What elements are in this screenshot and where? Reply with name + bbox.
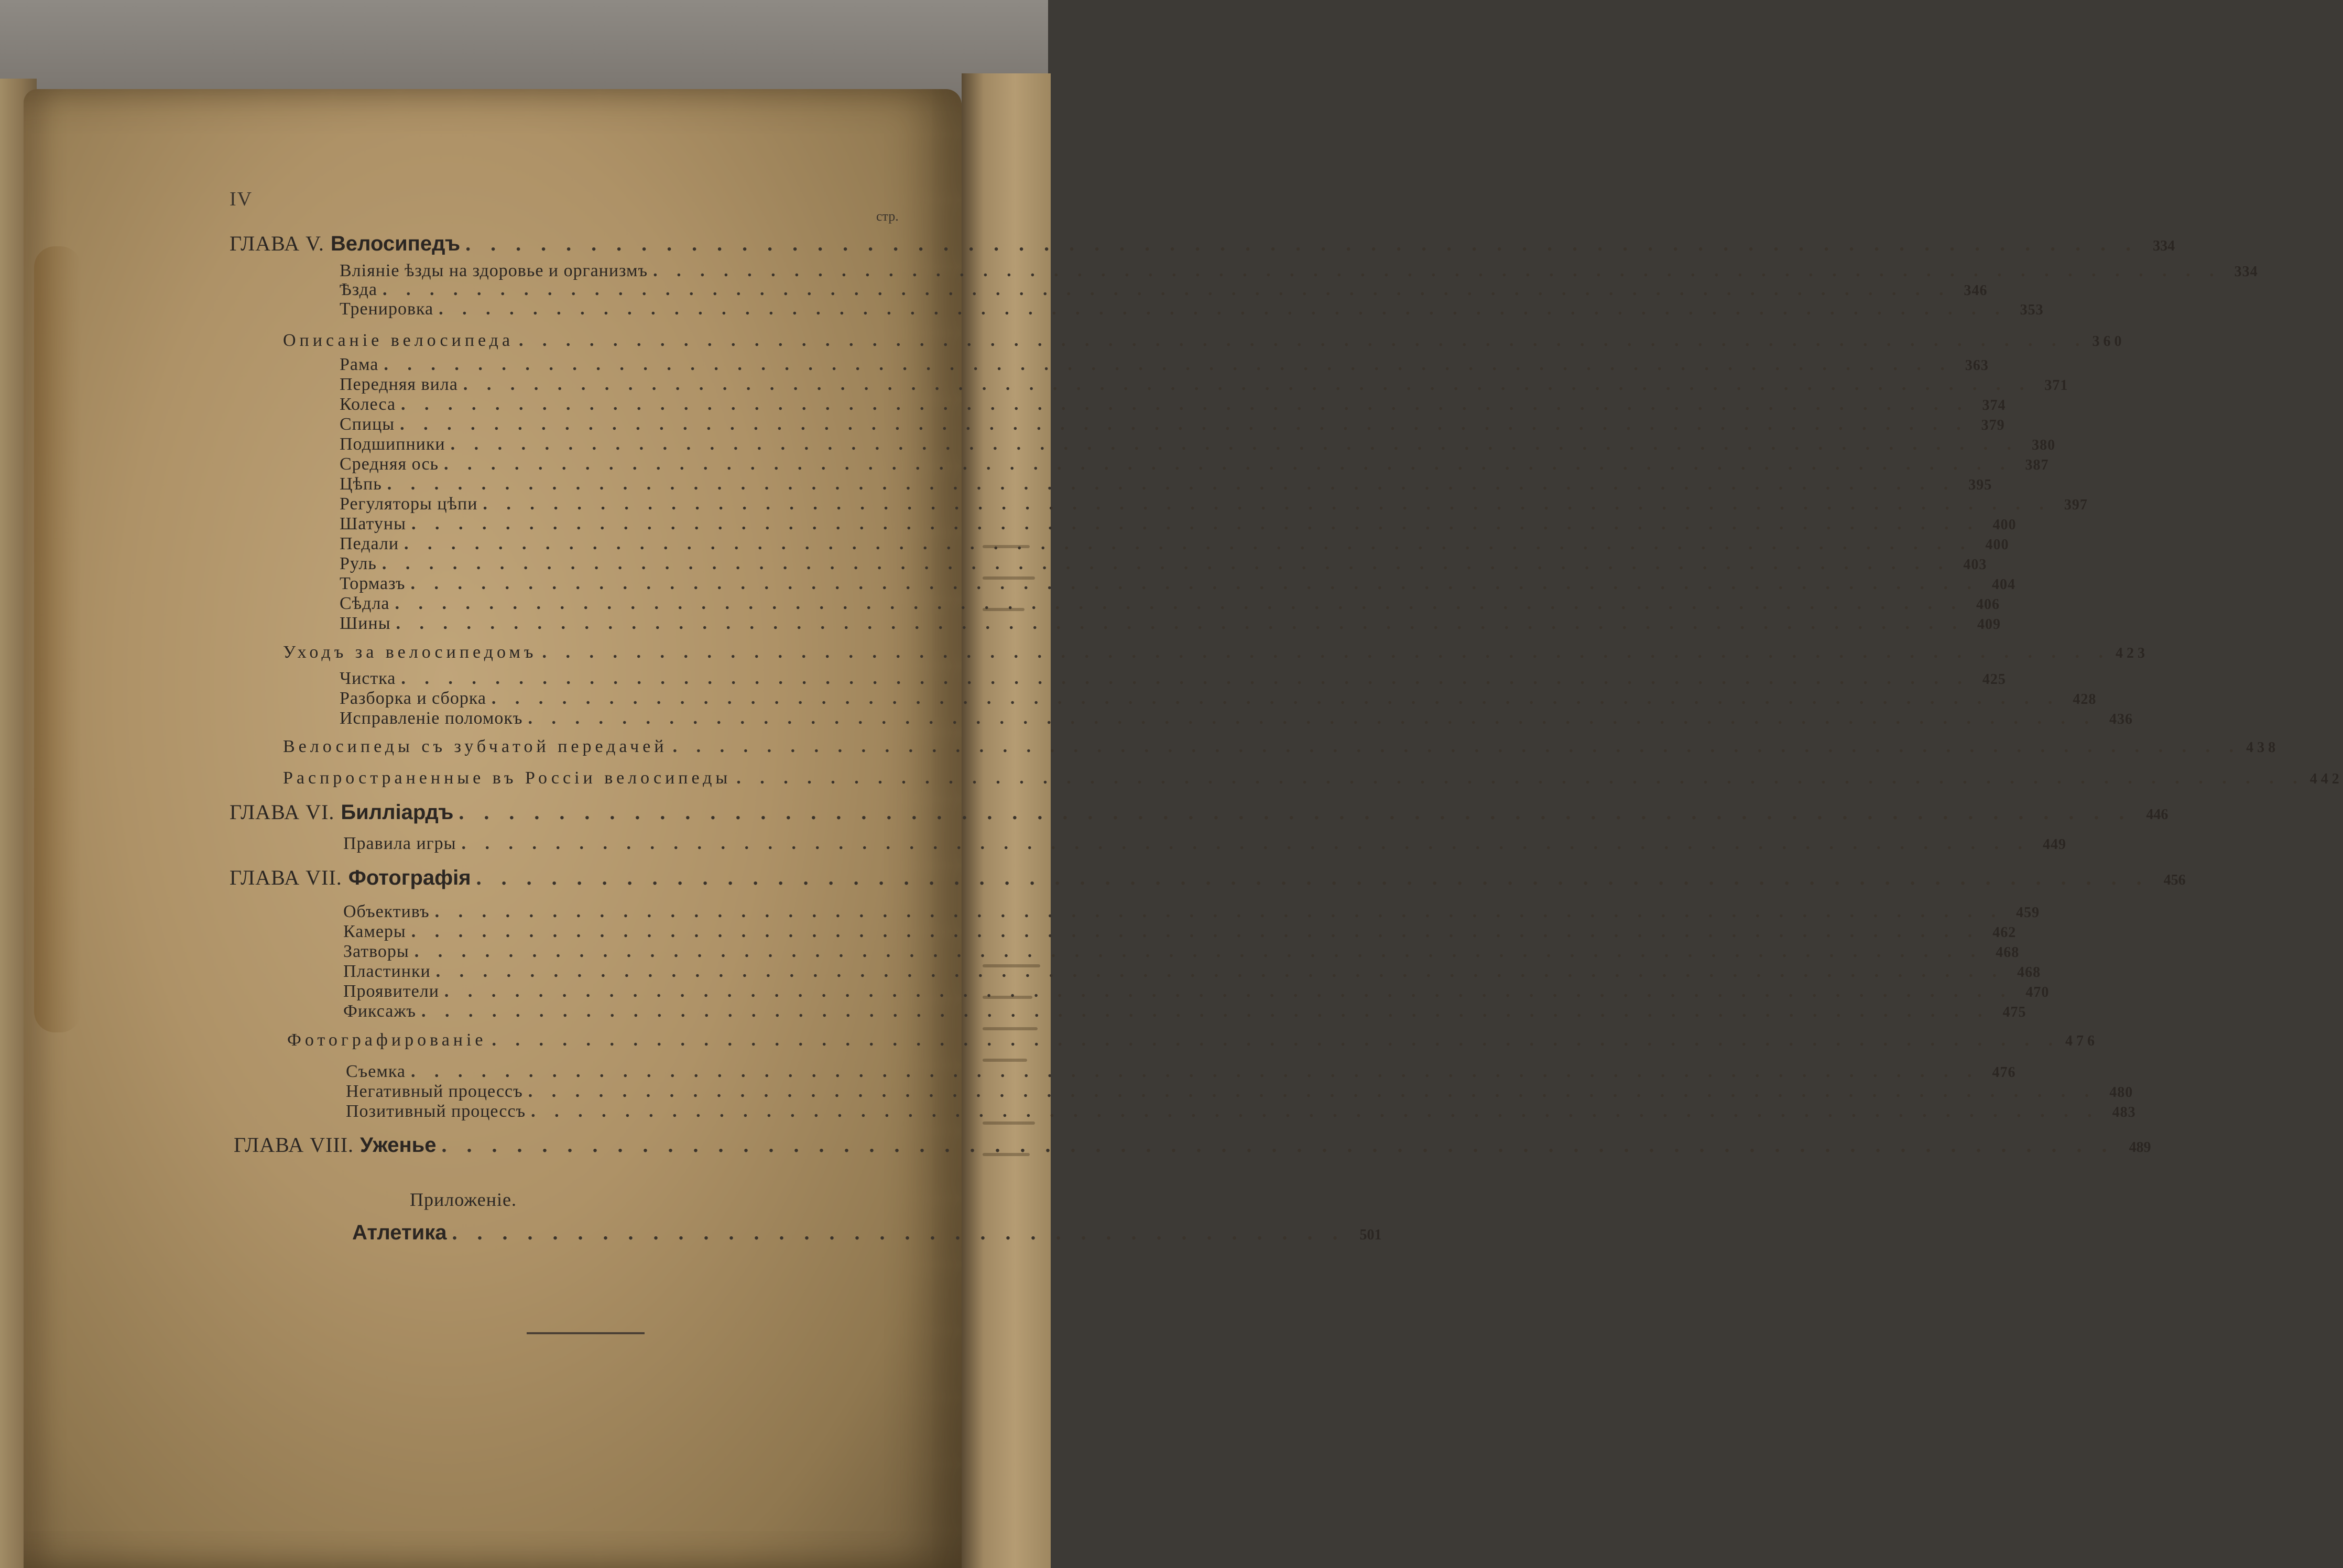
leader-dots: . . . . . . . . . . . . . . . . . . . . . . . . . . . . . . . . . . . . . . . . . . . . . . . . . . . . . . . . . . . . . . . . . . . xyxy=(519,331,2087,350)
leader-dots: . . . . . . . . . . . . . . . . . . . . . . . . . . . . . . . . . . . . . . . . . . . . . . . . . . . . . . . . . . . . . . . . . . . xyxy=(491,689,2060,708)
leader-dots: . . . . . . . . . . . . . . . . . . . . . . . . . . . . . . . . . . . . . . . . . . . . . . . . . . . . . . . . . . . . . . . . . . . xyxy=(383,280,1951,299)
leader-dots: . . . . . . . . . . . . . . . . . . . . . . . . . . . . . . . . . . . . . . . . . . . . . . . . . . . . . . . . . . . . . . . . . . . xyxy=(542,643,2110,662)
toc-item xyxy=(340,708,2133,730)
leader-dots: . . . . . . . . . . . . . . . . . . . . . . . . . . . . . . . . . . . . . . . . . . . . . . . . . . . . . . . . . . . . . . . . . . . xyxy=(382,554,1950,573)
leader-dots: . . . . . . . . . . . . . . . . . . . . . . . . . . . . . . . . . . . . . . . . . . . . . . . . . . . . . . . . . . . . . . . . . . . xyxy=(465,232,2139,255)
item-label: Руль xyxy=(340,554,377,573)
leader-dots: . . . . . . . . . . . . . . . . . . . . . . . . . . . . . . . . . . . . . . . . . . . . . . . . . . . . . . . . . . . . . . . . . . . xyxy=(483,494,2051,514)
toc-item xyxy=(343,921,2017,943)
toc-page-number: 449 xyxy=(2042,836,2066,853)
toc-item xyxy=(340,573,2016,595)
toc-page-number: 397 xyxy=(2064,497,2088,513)
leader-dots: . . . . . . . . . . . . . . . . . . . . . . . . . . . . . . . . . . . . . . . . . . . . . . . . . . . . . . . . . . . . . . . . . . . xyxy=(410,574,1979,593)
toc-item xyxy=(340,354,1989,376)
item-label: Объективъ xyxy=(343,902,430,921)
toc-page-number: 468 xyxy=(2017,964,2041,981)
leader-dots: . . . . . . . . . . . . . . . . . . . . . . . . . . . . . . . . . . . . . . . . . . . . . . . . . . . . . . . . . . . . . . . . . . . xyxy=(401,395,1969,414)
chapter-title: Билліардъ xyxy=(341,801,454,824)
toc-page-number: 380 xyxy=(2032,437,2056,453)
toc-item xyxy=(343,901,2040,923)
toc-item xyxy=(340,454,2049,476)
toc-item xyxy=(340,434,2056,456)
toc-item xyxy=(343,941,2020,963)
toc-item xyxy=(340,514,2017,536)
toc-item xyxy=(340,414,2005,436)
item-label: Съемка xyxy=(346,1062,406,1081)
section-label: Велосипеды съ зубчатой передачей xyxy=(283,737,668,756)
toc-section xyxy=(283,736,2280,758)
appendix-entry-title: Атлетика xyxy=(352,1221,447,1244)
toc-page-number: 470 xyxy=(2025,984,2050,1000)
page-number: IV xyxy=(230,188,253,210)
toc-section xyxy=(283,330,2126,352)
toc-item xyxy=(346,1061,2016,1083)
toc-page-number: 489 xyxy=(2129,1139,2151,1156)
item-label: Фиксажъ xyxy=(343,1001,416,1021)
toc-chapter xyxy=(234,1133,2151,1158)
item-label: Тормазъ xyxy=(340,574,406,593)
chapter-prefix: ГЛАВА VIII. xyxy=(234,1133,354,1157)
leader-dots: . . . . . . . . . . . . . . . . . . . . . . . . . . . . . . . . . . . . . . . . . . . . . . . . . . . . . . . . . . . . . . . . . . . xyxy=(444,982,2013,1001)
chapter-prefix: ГЛАВА V. xyxy=(230,232,324,255)
leader-dots: . . . . . . . . . . . . . . . . . . . . . . . . . . . . . . . . . . . . . . . . . . . . . . . . . . . . . . . . . . . . . . . . . . . xyxy=(411,922,1980,941)
leader-dots: . . . . . . . . . . . . . . . . . . . . . . . . . . . . . . . . . . . . . . . . . . . . . . . . . . . . . . . . . . . . . . . . . . . xyxy=(401,669,1969,688)
item-label: Негативный процессъ xyxy=(346,1082,523,1101)
leader-dots: . . . . . . . . . . . . . . . . . . . . . . . . . . . . . . . . . . . . . . . . . . . . . . . . . . . . . . . . . . . . . . . . . . . xyxy=(441,1133,2115,1157)
item-label: Цѣпь xyxy=(340,474,382,494)
appendix-heading: Приложеніе. xyxy=(410,1189,517,1210)
leader-dots: . . . . . . . . . . . . . . . . . . . . . . . . . . . . . . . . . . . . . . . . . . . . . . . . . . . . . . . . . . . . . . . . . . . xyxy=(404,534,1973,553)
section-label: Фотографированіе xyxy=(287,1030,487,1050)
leader-dots: . . . . . . . . . . . . . . . . . . . . . . . . . . . . . . . . . . . . . . . . . . . . . . . . . . . . . . . . . . . . . . . . . . . xyxy=(400,415,1968,434)
toc-page-number: 400 xyxy=(1992,517,2017,533)
toc-page-number: 476 xyxy=(1992,1064,2016,1081)
appendix-entry xyxy=(352,1221,1382,1246)
item-label: Правила игры xyxy=(343,834,456,853)
toc-page-number: 409 xyxy=(1977,616,2001,633)
toc-section xyxy=(287,1030,2099,1052)
item-label: Проявители xyxy=(343,982,439,1001)
toc-page-number: 436 xyxy=(2109,711,2133,727)
toc-page-number: 456 xyxy=(2163,872,2186,888)
leader-dots: . . . . . . . . . . . . . . . . . . . . . . . . . . . . . . . . . . . . . . . . . . . . . . . . . . . . . . . . . . . . . . . . . . . xyxy=(435,962,2004,981)
leader-dots: . . . . . . . . . . . . . . . . . . . . . . . . . . . . . . . . . . . . . . . . . . . . . . . . . . . . . . . . . . . . . . . . . . . xyxy=(531,1102,2099,1121)
toc-item xyxy=(343,981,2050,1003)
chapter-title: Уженье xyxy=(360,1134,437,1157)
item-label: Подшипники xyxy=(340,434,445,454)
leader-dots: . . . . . . . . . . . . . . . . . . . . . . . . . . . . . . . . . . . . . . . . . . . . . . . . . . . . . . . . . . . . . . . . . . . xyxy=(672,737,2241,756)
toc-page-number: 374 xyxy=(1982,397,2006,413)
item-label: Позитивный процессъ xyxy=(346,1102,526,1121)
toc-page-number: 483 xyxy=(2112,1104,2136,1120)
toc-page-number: 428 xyxy=(2073,691,2097,707)
toc-page-number: 425 xyxy=(1982,671,2006,688)
item-label: Разборка и сборка xyxy=(340,689,486,708)
leader-dots: . . . . . . . . . . . . . . . . . . . . . . . . . . . . . . . . . . . . . . . . . . . . . . . . . . . . . . . . . . . . . . . . . . . xyxy=(459,800,2132,824)
chapter-title: Велосипедъ xyxy=(330,232,461,255)
item-label: Тренировка xyxy=(340,299,434,319)
toc-page-number: 476 xyxy=(2065,1033,2099,1049)
toc-page-number: 334 xyxy=(2234,264,2258,280)
item-label: Вліяніе ѣзды на здоровье и организмъ xyxy=(340,261,648,280)
item-label: Пластинки xyxy=(343,962,431,981)
section-label: Распространенные въ Россіи велосипеды xyxy=(283,768,732,788)
section-label: Описаніе велосипеда xyxy=(283,331,514,350)
leader-dots: . . . . . . . . . . . . . . . . . . . . . . . . . . . . . . . . . . . . . . . . . . . . . . . . . . . . . . . . . . . . . . . . . . . xyxy=(439,299,2007,319)
item-label: Рама xyxy=(340,355,379,374)
toc-page-number: 363 xyxy=(1965,357,1989,374)
appendix-entry-page: 501 xyxy=(1359,1227,1382,1243)
item-label: Педали xyxy=(340,534,399,553)
toc-page-number: 423 xyxy=(2115,645,2149,661)
page-column-label: стр. xyxy=(876,209,899,224)
toc-page-number: 400 xyxy=(1985,537,2009,553)
section-label: Уходъ за велосипедомъ xyxy=(283,643,537,662)
chapter-prefix: ГЛАВА VII. xyxy=(230,866,342,889)
toc-item xyxy=(340,688,2097,710)
toc-item xyxy=(340,593,2000,615)
toc-page-number: 475 xyxy=(2002,1004,2026,1020)
leader-dots: . . . . . . . . . . . . . . . . . . . . . . . . . . . . . . . . . . . . . . . . . . . . . . . . . . . . . . . . . . . . . . . . . . . xyxy=(463,375,2032,394)
toc-page-number: 404 xyxy=(1992,576,2016,593)
toc-page-number: 334 xyxy=(2153,238,2175,254)
leader-dots: . . . . . . . . . . . . . . . . . . . . . . . . . . . . . . . . . . . . . . . . . . . . . . . . . . . . . . . . . . . . . . . . . . . xyxy=(396,614,1965,633)
toc-item xyxy=(340,668,2006,690)
toc-item xyxy=(346,1081,2133,1103)
leader-dots: . . . . . . . . . . . . . . . . . . . . . . . . . . . . . . . . . . . . . . . . . . . . . . . . . . . . . . . . . . . . . . . . . . . xyxy=(476,866,2149,889)
toc-item xyxy=(340,474,1992,496)
toc-page-number: 346 xyxy=(1964,282,1988,299)
toc-page-number: 438 xyxy=(2246,739,2280,756)
toc-item xyxy=(343,833,2066,855)
toc-item xyxy=(340,394,2006,416)
leader-dots: . . . . . . . . . . . . . . . . . . . . . . . . . . . . . . . . . . . . . . . . . . . . . . . . . . . . . . . . . . . . . . . . . . . xyxy=(653,261,2221,280)
leader-dots: . . . . . . . . . . . . . . . . . . . . . . . . . . . . . . . . . . . . . . . . . . . . . . . . . . . . . . . . . . . . . . . . . . . xyxy=(450,434,2019,454)
item-label: Шины xyxy=(340,614,391,633)
toc-page-number: 403 xyxy=(1963,557,1987,573)
leader-dots: . . . . . . . . . . . . . . . . . . . . . . . . . . . . . . . . . . . . . . . . . . . . . . . . . . . . . . . . . . . . . . . . . . . xyxy=(414,942,1983,961)
toc-item xyxy=(340,374,2068,396)
toc-chapter xyxy=(230,800,2168,825)
item-label: Передняя вила xyxy=(340,375,458,394)
toc-section xyxy=(283,768,2343,790)
toc-page-number: 446 xyxy=(2146,807,2168,823)
toc-page-number: 353 xyxy=(2020,302,2044,318)
leader-dots: . . . . . . . . . . . . . . . . . . . . . . . . . . . . . . . . . . . . . . . . . . . . . . . . . . . . . . . . . . . . . . . . . . . xyxy=(528,1082,2097,1101)
leader-dots: . . . . . . . . . . . . . . . . . . . . . . . . . . . . . . . . . . . . . . . . . . . . . . . . . . . . . . . . . . . . . . . . . . . xyxy=(387,474,1956,494)
toc-item xyxy=(343,1001,2026,1023)
toc-chapter xyxy=(230,232,2175,257)
toc-item xyxy=(340,533,2009,556)
toc-page-number: 371 xyxy=(2044,377,2068,394)
item-label: Шатуны xyxy=(340,514,406,533)
leader-dots: . . . . . . . . . . . . . . . . . . . . . . . . . . . . . . . . . . . . . . . . . . . . . . . . . . . . . . . . . . . . . . . . . . . xyxy=(461,834,2030,853)
toc-item xyxy=(340,613,2001,635)
leader-dots: . . . . . . . . . . . . . . . . . . . . . . . . . . . . . . . . . . . . . . . . . . . . . . . . . . . . . . . . . . . . . . . . . . . xyxy=(528,709,2097,728)
leader-dots: . . . . . . . . . . . . . . . . . . . . . . . . . . . . . . . . . . . . . . . . . . . . . . . . . . . . . . . . . . . . . . . . . . . xyxy=(434,902,2003,921)
leader-dots: . . . . . . . . . . . . . . . . . . . . . . . . . . . . . . . . . . . . . . . . . . . . . . . . . . . . . . . . . . . . . . . . . . . xyxy=(410,1062,1979,1081)
item-label: Камеры xyxy=(343,922,406,941)
leader-dots: . . . . . . . . . . . . . . . . . . . . . . . . . . . . . . . . . . . . xyxy=(452,1221,1345,1244)
chapter-prefix: ГЛАВА VI. xyxy=(230,800,335,824)
item-label: Сѣдла xyxy=(340,594,390,613)
leader-dots: . . . . . . . . . . . . . . . . . . . . . . . . . . . . . . . . . . . . . . . . . . . . . . . . . . . . . . . . . . . . . . . . . . . xyxy=(411,514,1980,533)
item-label: Средняя ось xyxy=(340,454,439,474)
item-label: Затворы xyxy=(343,942,409,961)
toc-item xyxy=(343,961,2041,983)
chapter-title: Фотографія xyxy=(348,866,471,889)
leader-dots: . . . . . . . . . . . . . . . . . . . . . . . . . . . . . . . . . . . . . . . . . . . . . . . . . . . . . . . . . . . . . . . . . . . xyxy=(421,1001,1990,1021)
item-label: Регуляторы цѣпи xyxy=(340,494,478,514)
toc-item xyxy=(340,494,2088,516)
toc-section xyxy=(283,642,2149,664)
leader-dots: . . . . . . . . . . . . . . . . . . . . . . . . . . . . . . . . . . . . . . . . . . . . . . . . . . . . . . . . . . . . . . . . . . . xyxy=(492,1030,2061,1050)
toc-page-number: 387 xyxy=(2025,457,2049,473)
item-label: Спицы xyxy=(340,415,395,434)
toc-item xyxy=(346,1101,2136,1123)
toc-item xyxy=(340,553,1987,575)
leader-dots: . . . . . . . . . . . . . . . . . . . . . . . . . . . . . . . . . . . . . . . . . . . . . . . . . . . . . . . . . . . . . . . . . . . xyxy=(444,454,2012,474)
leader-dots: . . . . . . . . . . . . . . . . . . . . . . . . . . . . . . . . . . . . . . . . . . . . . . . . . . . . . . . . . . . . . . . . . . . xyxy=(736,768,2305,788)
item-label: Чистка xyxy=(340,669,396,688)
toc-item xyxy=(340,299,2044,321)
toc-page-number: 442 xyxy=(2309,771,2343,787)
toc-page-number: 395 xyxy=(1968,477,1992,493)
toc-page-number: 462 xyxy=(1992,924,2017,941)
toc-page-number: 468 xyxy=(1996,944,2020,961)
toc-page-number: 480 xyxy=(2109,1084,2133,1101)
toc-page-number: 406 xyxy=(1976,596,2000,613)
toc-page-number: 459 xyxy=(2016,905,2040,921)
toc-page-number: 360 xyxy=(2092,333,2126,350)
toc-page-number: 379 xyxy=(1981,417,2005,433)
item-label: Колеса xyxy=(340,395,396,414)
closing-rule xyxy=(527,1332,645,1334)
item-label: Исправленіе поломокъ xyxy=(340,709,523,728)
item-label: Ѣзда xyxy=(340,280,378,299)
leader-dots: . . . . . . . . . . . . . . . . . . . . . . . . . . . . . . . . . . . . . . . . . . . . . . . . . . . . . . . . . . . . . . . . . . . xyxy=(395,594,1963,613)
toc-item xyxy=(340,279,1988,301)
toc-chapter xyxy=(230,866,2186,891)
leader-dots: . . . . . . . . . . . . . . . . . . . . . . . . . . . . . . . . . . . . . . . . . . . . . . . . . . . . . . . . . . . . . . . . . . . xyxy=(384,355,1952,374)
